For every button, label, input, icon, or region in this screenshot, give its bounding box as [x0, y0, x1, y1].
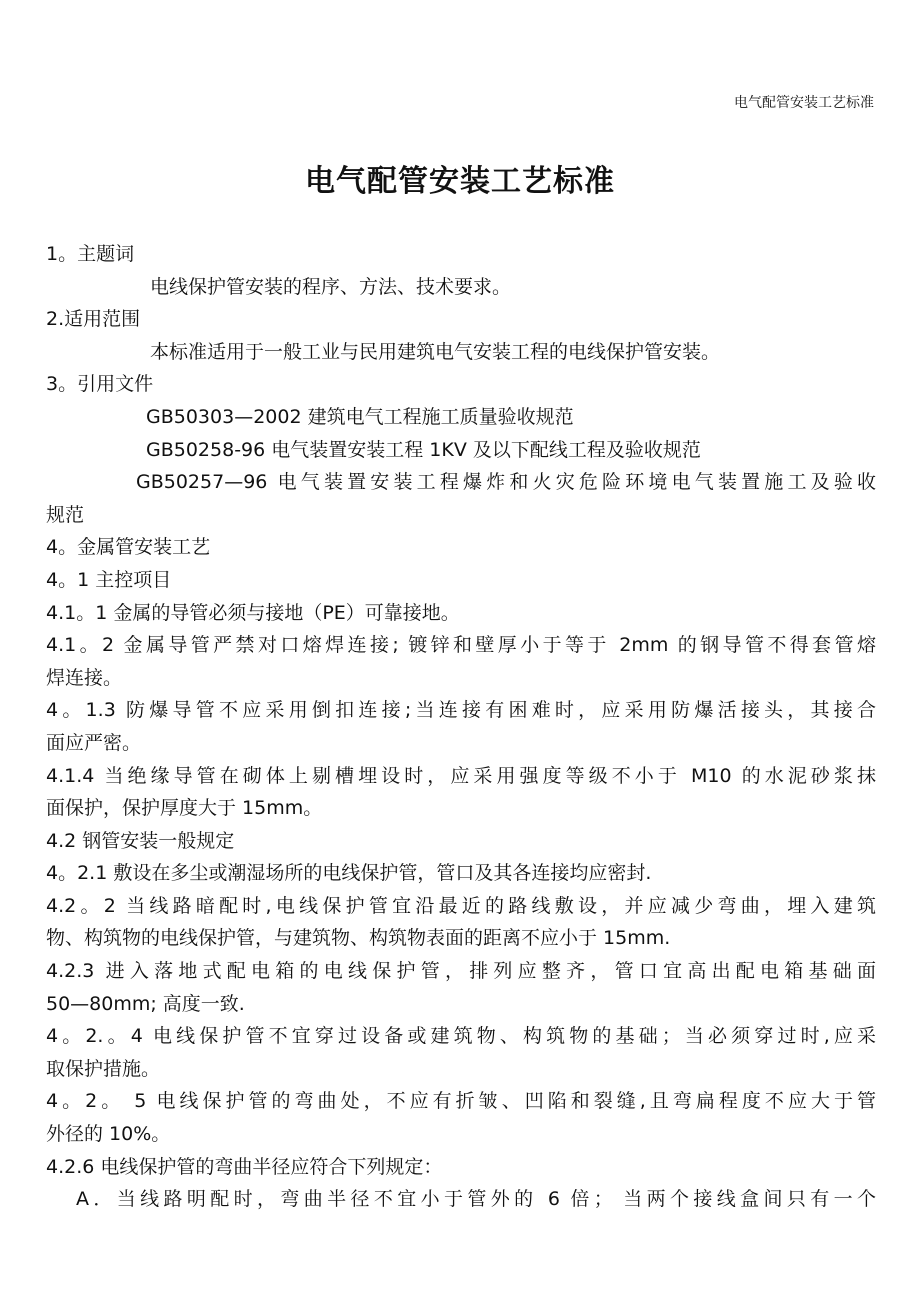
paragraph-line: 电线保护管安装的程序、方法、技术要求。 [150, 275, 512, 298]
clause-line: 4.2.6 电线保护管的弯曲半径应符合下列规定： [46, 1155, 443, 1178]
clause-line: 4。2.1 敷设在多尘或潮湿场所的电线保护管，管口及其各连接均应密封. [46, 862, 652, 885]
document-title: 电气配管安装工艺标准 [305, 164, 615, 199]
clause-continuation: 面保护，保护厚度大于 15mm。 [46, 797, 323, 820]
clause-line: 4.2.3 进入落地式配电箱的电线保护管，排列应整齐，管口宜高出配电箱基础面 [46, 960, 876, 983]
reference-item: GB50258-96 电气装置安装工程 1KV 及以下配线工程及验收规范 [146, 438, 701, 461]
section-heading-1: 1。主题词 [46, 243, 135, 265]
clause-line: 4.2。2 当线路暗配时,电线保护管宜沿最近的路线敷设，并应减少弯曲，埋入建筑 [46, 894, 876, 917]
subsection-heading: 4。1 主控项目 [46, 568, 172, 591]
clause-continuation: 物、构筑物的电线保护管，与建筑物、构筑物表面的距离不应小于 15mm. [46, 927, 671, 950]
clause-line: 4.1。1 金属的导管必须与接地（PE）可靠接地。 [46, 601, 460, 624]
clause-line: 4。1.3 防爆导管不应采用倒扣连接;当连接有困难时，应采用防爆活接头，其接合 [46, 699, 876, 722]
paragraph-line: 本标准适用于一般工业与民用建筑电气安装工程的电线保护管安装。 [150, 340, 721, 363]
document-body [46, 238, 876, 1216]
clause-continuation: 50—80mm; 高度一致. [46, 992, 245, 1015]
section-heading-3: 3。引用文件 [46, 373, 154, 396]
section-heading-2: 2.适用范围 [46, 308, 141, 331]
section-heading-4: 4。金属管安装工艺 [46, 536, 211, 559]
subsection-heading: 4.2 钢管安装一般规定 [46, 829, 235, 852]
clause-continuation: 外径的 10%。 [46, 1123, 171, 1146]
clause-continuation: 取保护措施。 [46, 1057, 161, 1080]
clause-line: 4。2。 5 电线保护管的弯曲处，不应有折皱、凹陷和裂缝,且弯扁程度不应大于管 [46, 1090, 876, 1113]
reference-item: GB50303—2002 建筑电气工程施工质量验收规范 [146, 405, 574, 428]
clause-line: 4。2.。4 电线保护管不宜穿过设备或建筑物、构筑物的基础；当必须穿过时,应采 [46, 1025, 876, 1048]
list-item-a: A．当线路明配时，弯曲半径不宜小于管外的 6 倍； 当两个接线盒间只有一个 [76, 1188, 876, 1211]
clause-continuation: 焊连接。 [46, 666, 123, 689]
clause-continuation: 面应严密。 [46, 731, 142, 754]
clause-line: 4.1.4 当绝缘导管在砌体上剔槽埋设时，应采用强度等级不小于 M10 的水泥砂浆抹 [46, 764, 876, 787]
running-header: 电气配管安装工艺标准 [734, 95, 874, 111]
reference-item-continuation: 规范 [46, 503, 85, 526]
clause-line: 4.1。2 金属导管严禁对口熔焊连接; 镀锌和壁厚小于等于 2mm 的钢导管不得套管熔 [46, 634, 876, 657]
reference-item: GB50257—96 电气装置安装工程爆炸和火灾危险环境电气装置施工及验收 [136, 471, 876, 494]
